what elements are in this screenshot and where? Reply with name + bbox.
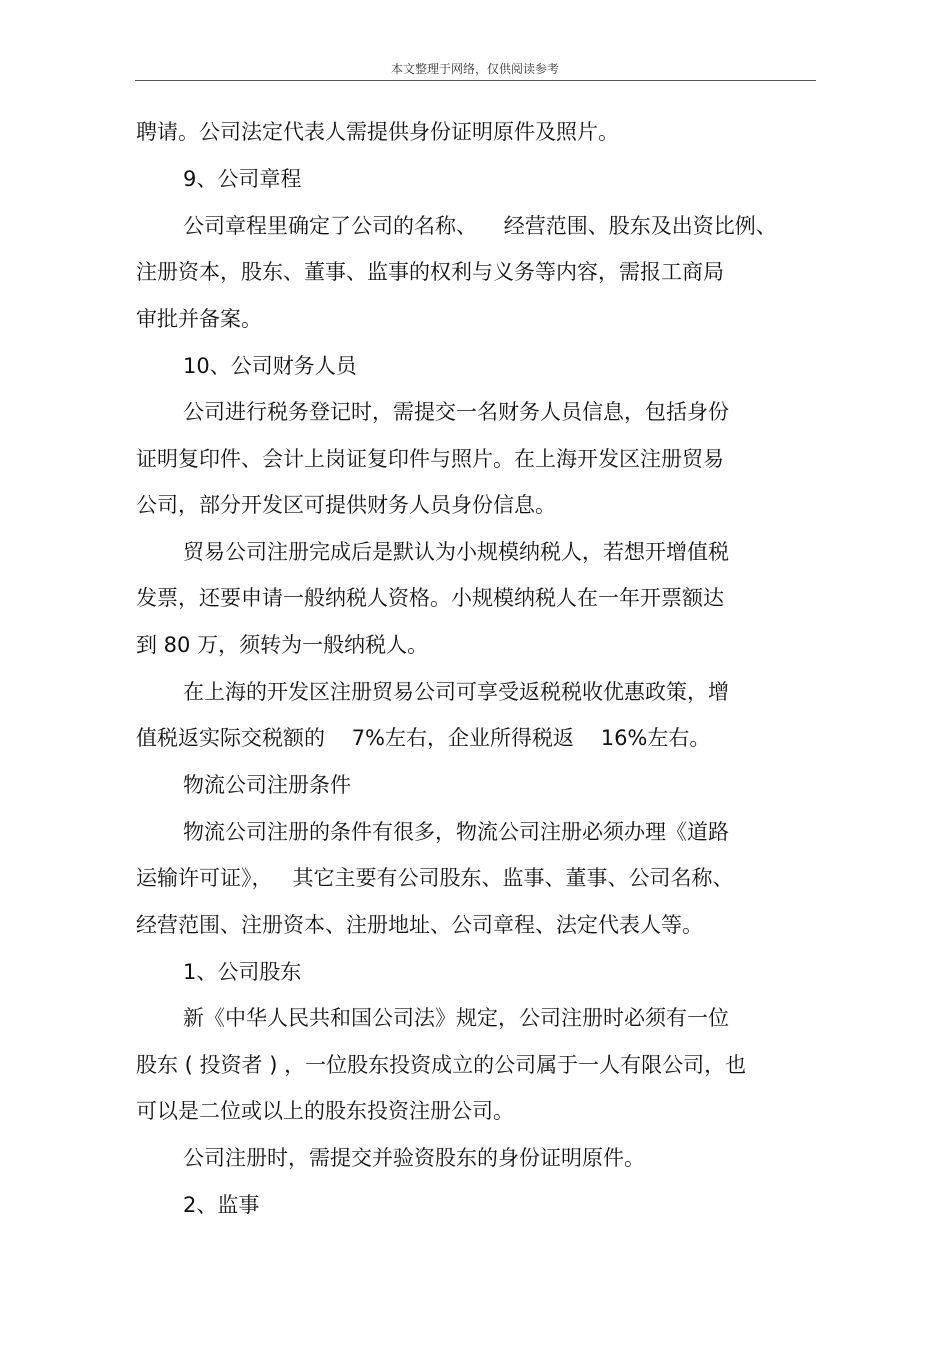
section-heading: 2、监事 <box>183 1193 260 1217</box>
text-line: 在上海的开发区注册贸易公司可享受返税税收优惠政策，增 <box>183 680 729 704</box>
text-line: 公司注册时，需提交并验资股东的身份证明原件。 <box>183 1146 645 1170</box>
text-line: 公司进行税务登记时，需提交一名财务人员信息，包括身份 <box>183 400 729 424</box>
section-heading: 1、公司股东 <box>183 960 302 984</box>
text-line: 物流公司注册的条件有很多，物流公司注册必须办理《道路 <box>183 820 729 844</box>
text-line: 公司章程里确定了公司的名称、 经营范围、股东及出资比例、 <box>183 214 777 238</box>
section-heading: 9、公司章程 <box>183 167 302 191</box>
section-heading: 10、公司财务人员 <box>183 354 357 378</box>
text-line: 证明复印件、会计上岗证复印件与照片。在上海开发区注册贸易 <box>136 447 724 471</box>
page-header-note: 本文整理于网络，仅供阅读参考 <box>390 62 559 76</box>
header-divider <box>135 80 816 81</box>
text-line: 经营范围、注册资本、注册地址、公司章程、法定代表人等。 <box>136 913 703 937</box>
text-line: 发票，还要申请一般纳税人资格。小规模纳税人在一年开票额达 <box>136 586 724 610</box>
text-line: 股东 ( 投资者 ) ，一位股东投资成立的公司属于一人有限公司，也 <box>136 1053 747 1077</box>
text-line: 审批并备案。 <box>136 307 262 331</box>
text-line: 聘请。公司法定代表人需提供身份证明原件及照片。 <box>136 120 619 144</box>
text-line: 到 80 万，须转为一般纳税人。 <box>136 633 429 657</box>
text-line: 可以是二位或以上的股东投资注册公司。 <box>136 1099 514 1123</box>
text-line: 新《中华人民共和国公司法》规定，公司注册时必须有一位 <box>183 1006 729 1030</box>
text-line: 值税返实际交税额的 7%左右，企业所得税返 16%左右。 <box>136 726 711 750</box>
text-line: 注册资本，股东、董事、监事的权利与义务等内容，需报工商局 <box>136 260 724 284</box>
text-line: 公司，部分开发区可提供财务人员身份信息。 <box>136 493 556 517</box>
section-heading: 物流公司注册条件 <box>183 773 351 797</box>
text-line: 贸易公司注册完成后是默认为小规模纳税人，若想开增值税 <box>183 540 729 564</box>
text-line: 运输许可证》， 其它主要有公司股东、监事、董事、公司名称、 <box>136 866 734 890</box>
